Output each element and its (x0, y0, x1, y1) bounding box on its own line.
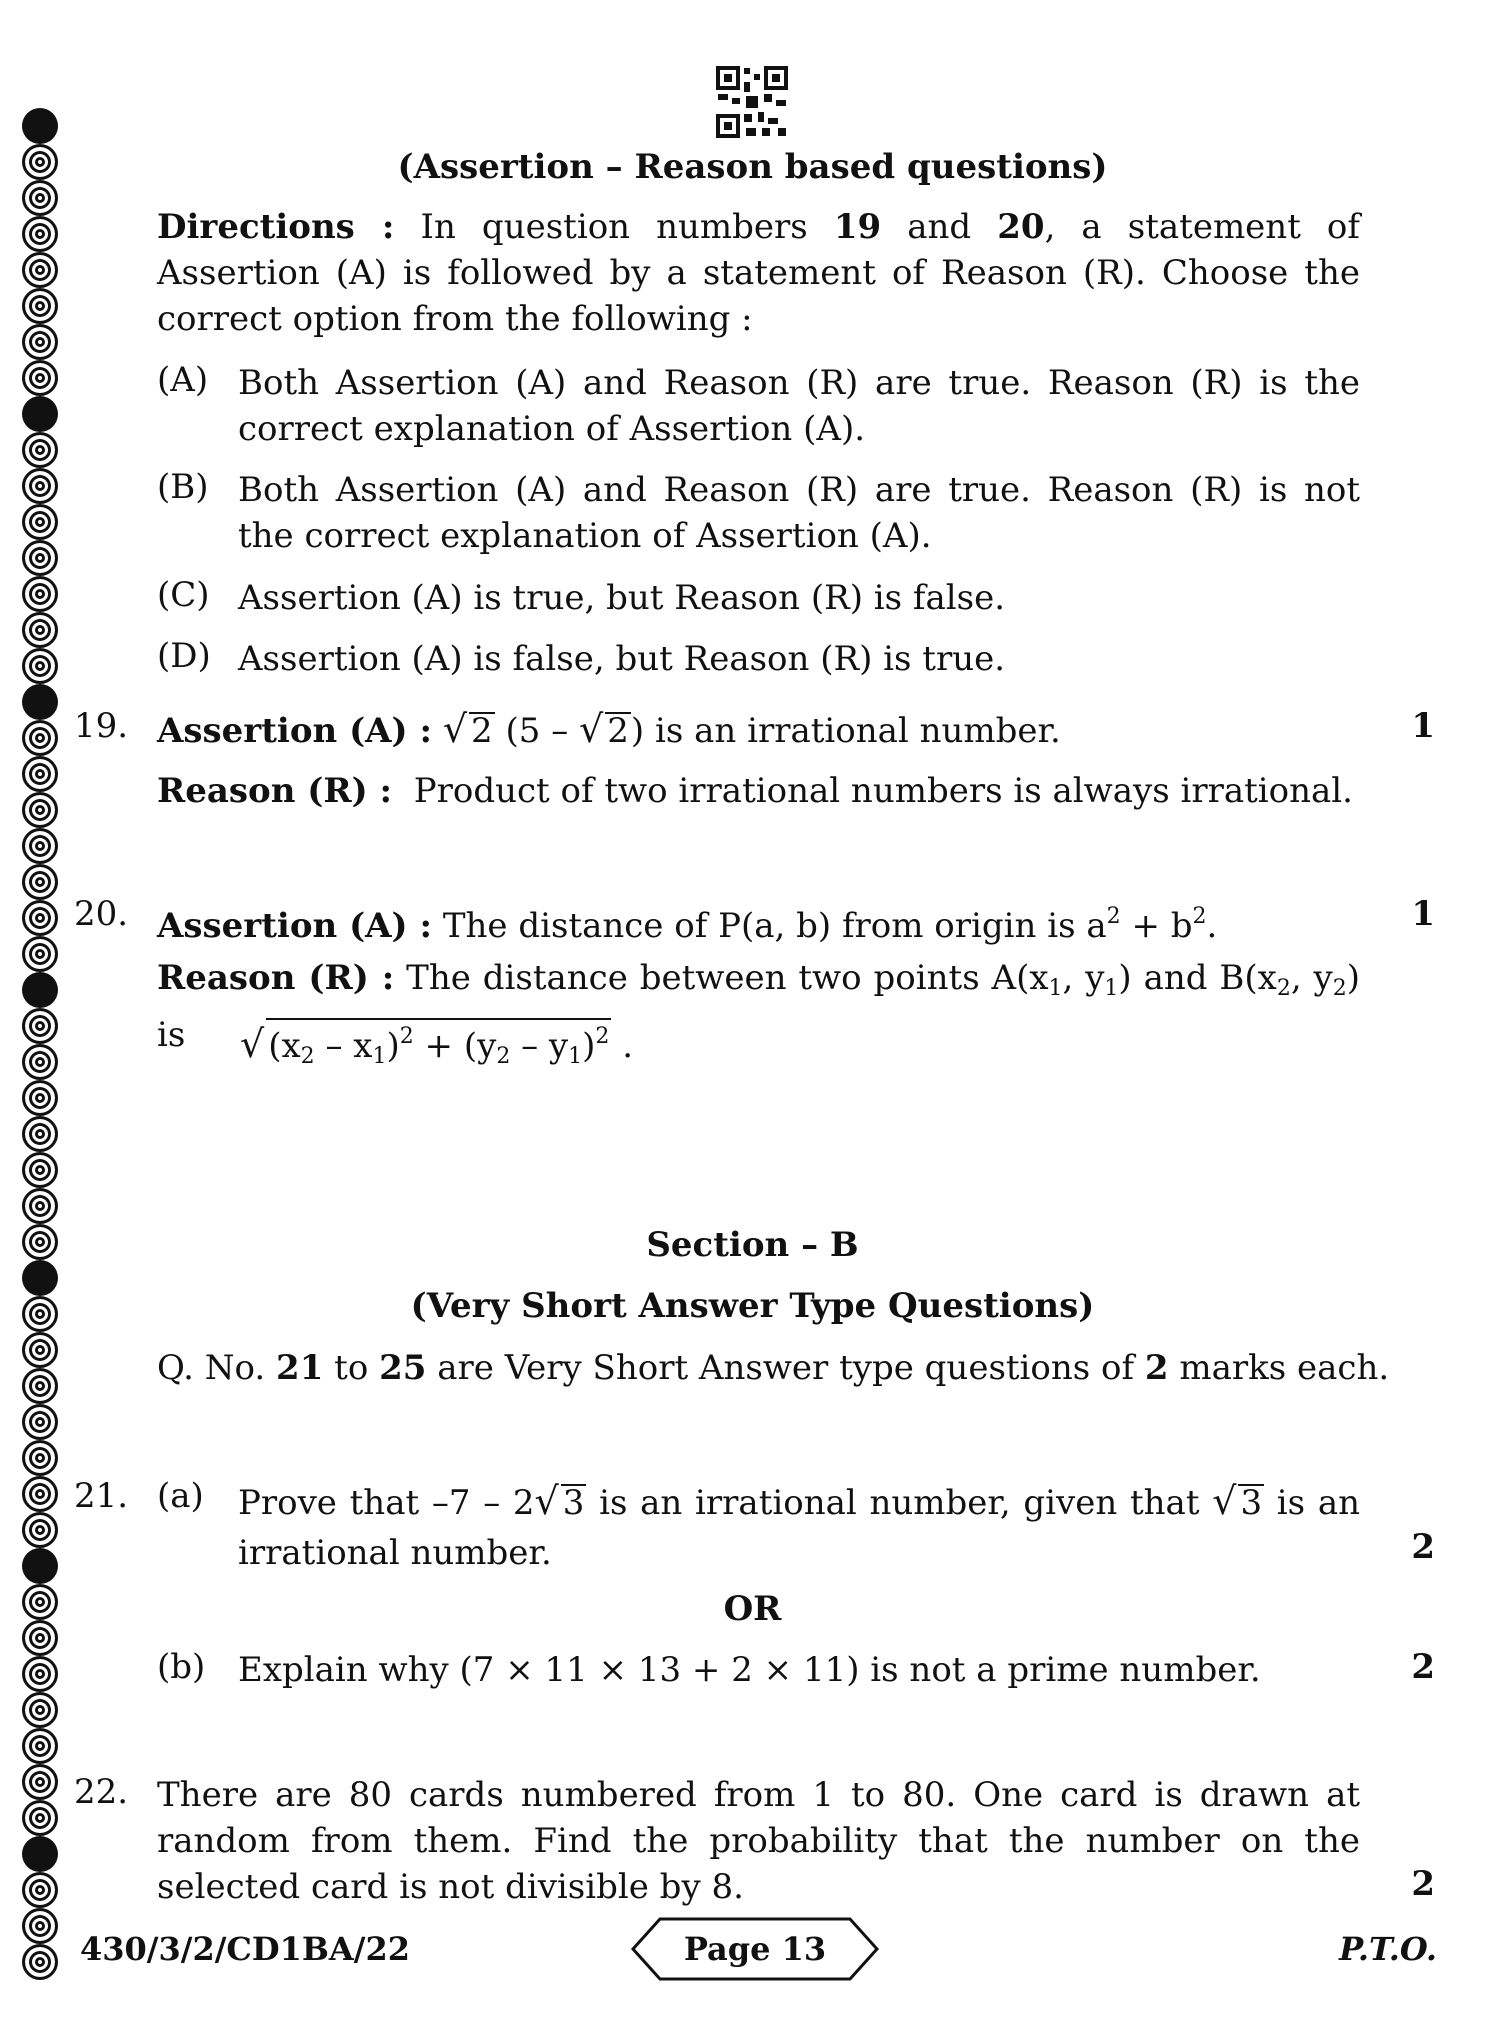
margin-ring (22, 792, 58, 828)
option-a-key: (A) (157, 360, 209, 400)
margin-ring (22, 1692, 58, 1728)
q20-reason-label: Reason (R) : (157, 958, 395, 998)
q20-reason-mid2: ) and B(x (1118, 958, 1277, 998)
margin-ring (22, 1548, 58, 1584)
option-b-key: (B) (157, 467, 209, 507)
page-heading: (Assertion – Reason based questions) (397, 147, 1108, 187)
question-19-marks: 1 (1411, 706, 1435, 746)
margin-ring (22, 108, 58, 144)
formula-end: . (611, 1026, 634, 1066)
margin-ring (22, 864, 58, 900)
paper-code: 430/3/2/CD1BA/22 (80, 1930, 410, 1968)
question-19-assertion (157, 706, 1061, 754)
margin-ring (22, 1800, 58, 1836)
margin-ring (22, 1728, 58, 1764)
margin-ring (22, 612, 58, 648)
directions-paragraph (157, 204, 1360, 342)
q21-b-text: Explain why (7 × 11 × 13 + 2 × 11) is not a prime number. (238, 1650, 1261, 1690)
q21-a-key: (a) (157, 1476, 204, 1516)
margin-ring (22, 1188, 58, 1224)
qr-code (716, 66, 788, 138)
page-number: Page 13 (683, 1930, 827, 1968)
q20-reason-mid3: , y (1290, 958, 1333, 998)
margin-ring (22, 1512, 58, 1548)
margin-ring (22, 648, 58, 684)
margin-ring (22, 1908, 58, 1944)
margin-ring (22, 216, 58, 252)
q19-reason-text: Product of two irrational numbers is always irrational. (413, 771, 1353, 811)
option-c-text: Assertion (A) is true, but Reason (R) is false. (238, 578, 1006, 618)
option-c-key: (C) (157, 575, 210, 615)
margin-ring (22, 252, 58, 288)
directions-q1: 19 (833, 207, 882, 247)
margin-ring (22, 1440, 58, 1476)
q20-exp-b: 2 (1192, 904, 1207, 929)
margin-ring (22, 756, 58, 792)
margin-ring (22, 1008, 58, 1044)
q20-sub-y1: 1 (1104, 976, 1119, 1001)
q20-reason-text: The distance between two points A(x (406, 958, 1049, 998)
margin-ring (22, 684, 58, 720)
margin-ring (22, 1368, 58, 1404)
option-d-text: Assertion (A) is false, but Reason (R) is true. (238, 639, 1006, 679)
margin-ring (22, 720, 58, 756)
margin-ring (22, 1332, 58, 1368)
margin-ring (22, 936, 58, 972)
q19-root-arg-2: 2 (607, 711, 629, 751)
question-19-number: 19. (74, 706, 129, 746)
directions-label: Directions : (157, 207, 395, 247)
question-22-text: There are 80 cards numbered from 1 to 80. One card is drawn at random from them. Find the probability that the number on the selected card is not divisible by 8. (157, 1775, 1360, 1907)
margin-ring (22, 1764, 58, 1800)
section-subtitle: (Very Short Answer Type Questions) (410, 1286, 1095, 1326)
question-20-marks: 1 (1411, 894, 1435, 934)
q20-assertion-label: Assertion (A) : (157, 906, 433, 946)
q21-a-text: Prove that –7 – 2√ 3 is an irrational number, given that √ 3 is an irrational number. (238, 1479, 1360, 1573)
formula-radicand: $(x_2 - x_1)^2 + (y_2 - y_1)^2$ (266, 1018, 611, 1074)
margin-ring (22, 468, 58, 504)
directions-text-2: and (881, 207, 998, 247)
q20-sub-x2: 2 (1276, 976, 1291, 1001)
q20-assertion-text: The distance of P(a, b) from origin is a (442, 906, 1107, 946)
question-20-number: 20. (74, 894, 129, 934)
question-19-reason (157, 768, 1353, 814)
q21-b-marks: 2 (1411, 1647, 1435, 1687)
margin-ring (22, 900, 58, 936)
margin-ring (22, 1476, 58, 1512)
margin-ring (22, 1044, 58, 1080)
directions-text-3: , a statement of Assertion (A) is followed by a statement of Reason (R). Choose the correct option from the following : (157, 207, 1360, 339)
q19-reason-label: Reason (R) : (157, 771, 393, 811)
margin-ring (22, 1404, 58, 1440)
q19-assertion-pre: (5 – (505, 711, 569, 751)
margin-ring (22, 540, 58, 576)
q21-b-key: (b) (157, 1647, 206, 1687)
margin-ring (22, 432, 58, 468)
question-22-number: 22. (74, 1772, 129, 1812)
pto-label: P.T.O. (1339, 1930, 1437, 1968)
directions-text-1: In question numbers (394, 207, 834, 247)
q19-assertion-post: ) is an irrational number. (630, 711, 1061, 751)
q20-reason-mid1: , y (1062, 958, 1105, 998)
margin-ring (22, 972, 58, 1008)
question-20-assertion (157, 894, 1217, 949)
margin-ring (22, 1836, 58, 1872)
margin-ring (22, 1872, 58, 1908)
q20-sub-y2: 2 (1332, 976, 1347, 1001)
margin-ring-strip (22, 108, 62, 1968)
margin-ring (22, 360, 58, 396)
q21-a-marks: 2 (1411, 1527, 1435, 1567)
margin-ring (22, 504, 58, 540)
margin-ring (22, 1080, 58, 1116)
q20-exp-a: 2 (1106, 904, 1121, 929)
q19-root-arg: 2 (471, 711, 493, 751)
or-separator: OR (723, 1589, 782, 1629)
margin-ring (22, 1116, 58, 1152)
option-b-text: Both Assertion (A) and Reason (R) are true. Reason (R) is not the correct explanation of Assertion (A). (238, 470, 1360, 556)
margin-ring (22, 1656, 58, 1692)
question-22-marks: 2 (1411, 1864, 1435, 1904)
q20-assertion-mid: + b (1120, 906, 1193, 946)
q20-reason-end: ) is (157, 958, 1360, 1055)
margin-ring (22, 324, 58, 360)
distance-formula (240, 1018, 633, 1074)
page-number-box (630, 1916, 880, 1982)
section-title: Section – B (646, 1225, 859, 1265)
sqrt-symbol: √ (579, 707, 604, 751)
option-a-text: Both Assertion (A) and Reason (R) are true. Reason (R) is the correct explanation of Assertion (A). (238, 363, 1360, 449)
margin-ring (22, 1944, 58, 1980)
margin-ring (22, 576, 58, 612)
q19-assertion-label: Assertion (A) : (157, 711, 433, 751)
margin-ring (22, 396, 58, 432)
directions-q2: 20 (997, 207, 1045, 247)
section-instructions: Q. No. 21 to 25 are Very Short Answer type questions of 2 marks each. (157, 1348, 1390, 1388)
q20-sub-x1: 1 (1048, 976, 1063, 1001)
sqrt-symbol: √ (442, 707, 468, 751)
margin-ring (22, 828, 58, 864)
q20-assertion-end: . (1206, 906, 1218, 946)
question-21-number: 21. (74, 1476, 129, 1516)
margin-ring (22, 1152, 58, 1188)
margin-ring (22, 288, 58, 324)
sqrt-symbol: √ (240, 1022, 265, 1066)
option-d-key: (D) (157, 636, 211, 676)
